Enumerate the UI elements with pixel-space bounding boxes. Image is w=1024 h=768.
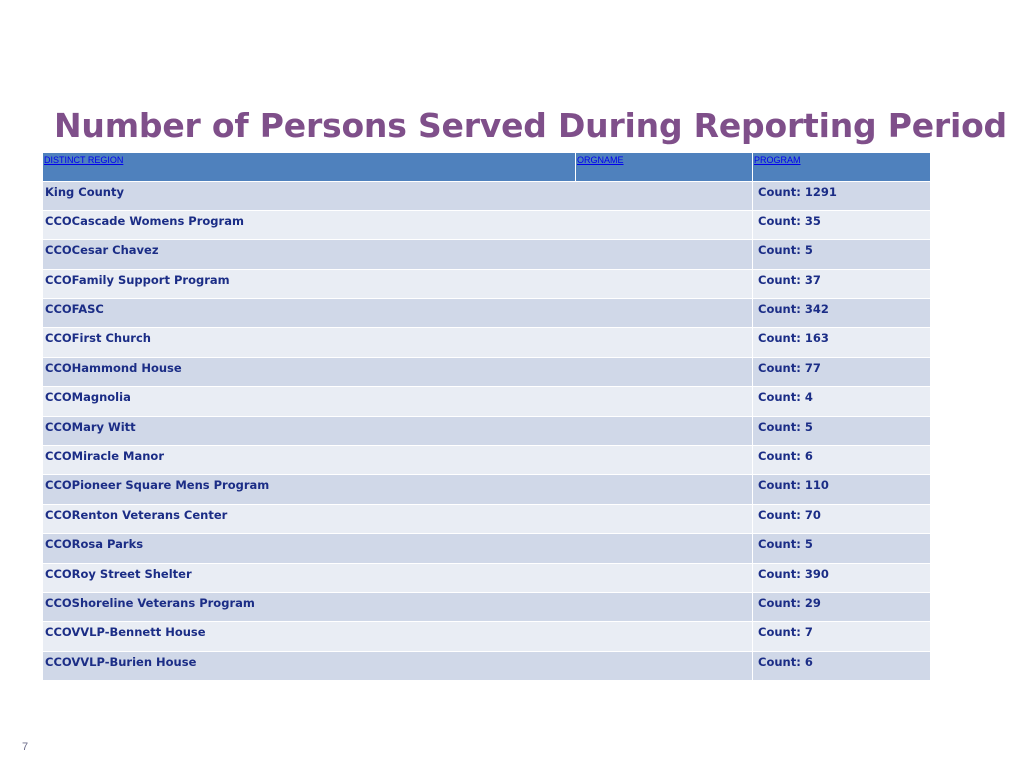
- count-cell: Count: 5: [753, 240, 931, 269]
- region-cell: CCOShoreline Veterans Program: [43, 592, 753, 621]
- region-cell: CCOCascade Womens Program: [43, 210, 753, 239]
- orgname-link[interactable]: ORGNAME: [577, 155, 624, 165]
- count-cell: Count: 29: [753, 592, 931, 621]
- count-cell: Count: 1291: [753, 181, 931, 210]
- table-row: [43, 387, 931, 416]
- program-link[interactable]: PROGRAM: [754, 155, 801, 165]
- table-row: [43, 240, 931, 269]
- table-row: [43, 328, 931, 357]
- region-cell: CCOCesar Chavez: [43, 240, 753, 269]
- region-cell: CCOMiracle Manor: [43, 446, 753, 475]
- count-cell: Count: 35: [753, 210, 931, 239]
- region-cell: CCOMagnolia: [43, 387, 753, 416]
- count-cell: Count: 6: [753, 446, 931, 475]
- table-header-row: [43, 153, 931, 181]
- count-cell: Count: 77: [753, 357, 931, 386]
- region-cell: CCOMary Witt: [43, 416, 753, 445]
- slide-title: Number of Persons Served During Reporting Period: [54, 106, 1007, 145]
- region-cell: CCORosa Parks: [43, 534, 753, 563]
- table-row: [43, 475, 931, 504]
- persons-served-table: [42, 153, 931, 681]
- region-cell: CCORenton Veterans Center: [43, 504, 753, 533]
- table-row: [43, 299, 931, 328]
- region-cell: CCOPioneer Square Mens Program: [43, 475, 753, 504]
- table-row: [43, 181, 931, 210]
- region-cell: CCOFASC: [43, 299, 753, 328]
- count-cell: Count: 390: [753, 563, 931, 592]
- column-header-distinct-region[interactable]: [43, 153, 576, 181]
- count-cell: Count: 70: [753, 504, 931, 533]
- table-row: [43, 504, 931, 533]
- table-row: [43, 651, 931, 680]
- table-row: [43, 534, 931, 563]
- column-header-orgname[interactable]: [576, 153, 753, 181]
- region-cell: CCOFamily Support Program: [43, 269, 753, 298]
- count-cell: Count: 163: [753, 328, 931, 357]
- table-row: [43, 416, 931, 445]
- region-cell: CCOVVLP-Burien House: [43, 651, 753, 680]
- table-row: [43, 622, 931, 651]
- region-cell: King County: [43, 181, 753, 210]
- table-row: [43, 210, 931, 239]
- table-row: [43, 563, 931, 592]
- count-cell: Count: 6: [753, 651, 931, 680]
- region-cell: CCOFirst Church: [43, 328, 753, 357]
- count-cell: Count: 37: [753, 269, 931, 298]
- count-cell: Count: 4: [753, 387, 931, 416]
- distinct-region-link[interactable]: DISTINCT REGION: [44, 155, 124, 165]
- column-header-program[interactable]: [753, 153, 931, 181]
- count-cell: Count: 5: [753, 416, 931, 445]
- region-cell: CCOHammond House: [43, 357, 753, 386]
- region-cell: CCOVVLP-Bennett House: [43, 622, 753, 651]
- table-row: [43, 269, 931, 298]
- count-cell: Count: 110: [753, 475, 931, 504]
- count-cell: Count: 342: [753, 299, 931, 328]
- table-row: [43, 446, 931, 475]
- region-cell: CCORoy Street Shelter: [43, 563, 753, 592]
- table-row: [43, 592, 931, 621]
- table-row: [43, 357, 931, 386]
- page-number: 7: [22, 741, 29, 753]
- count-cell: Count: 7: [753, 622, 931, 651]
- count-cell: Count: 5: [753, 534, 931, 563]
